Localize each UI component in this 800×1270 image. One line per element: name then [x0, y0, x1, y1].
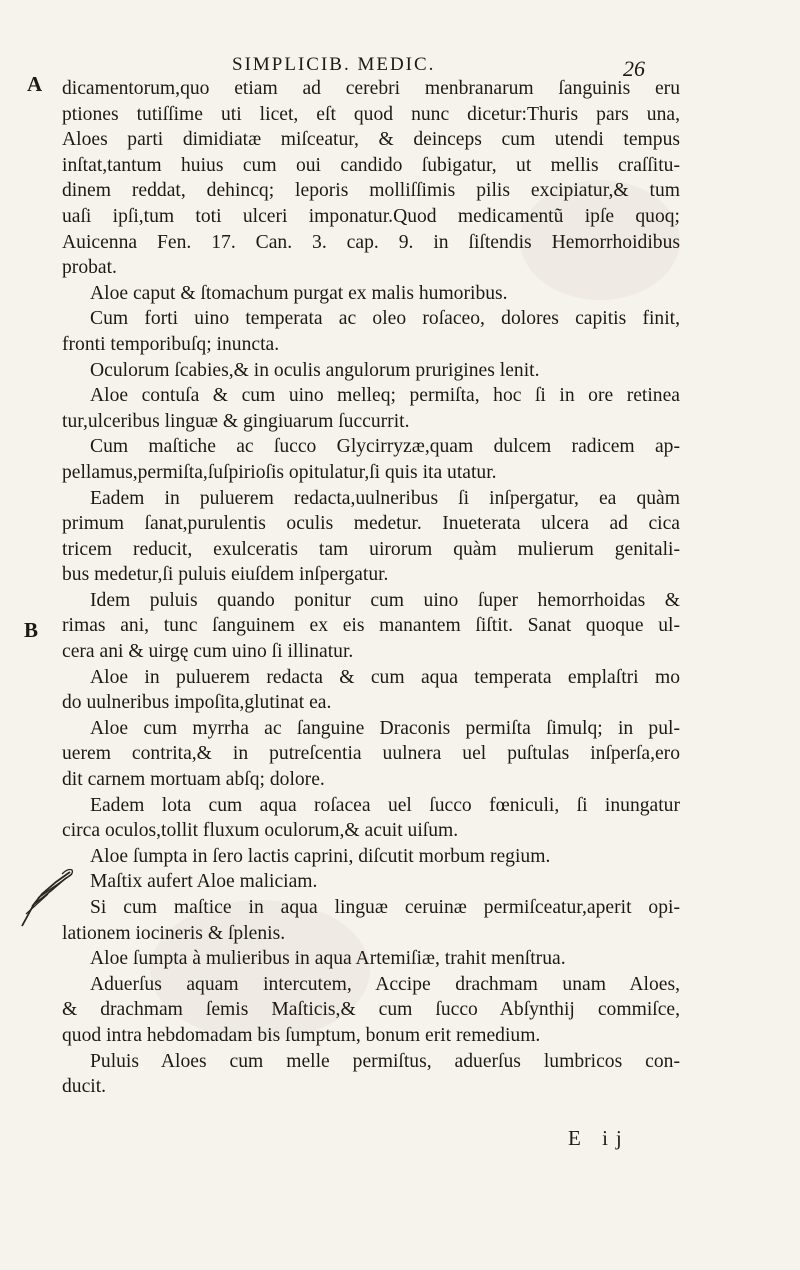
text-line: do uulneribus impoſita,glutinat ea. — [62, 692, 332, 714]
text-line: Eadem in puluerem redacta,uulneribus ſi inſpergatur, ea quàm — [90, 487, 680, 509]
paragraph — [62, 358, 680, 384]
paragraph — [62, 434, 680, 485]
body-text — [62, 76, 680, 1100]
text-line: uaſi ipſi,tum toti ulceri imponatur.Quod medicamentũ ipſe quoq; — [62, 205, 680, 227]
text-line: Oculorum ſcabies,& in oculis angulorum prurigines lenit. — [90, 359, 540, 381]
paragraph — [62, 793, 680, 844]
text-line: circa oculos,tollit fluxum oculorum,& acuit uiſum. — [62, 820, 459, 842]
text-line: dit carnem mortuam abſq; dolore. — [62, 769, 325, 791]
text-line: Cum maſtiche ac ſucco Glycirryzæ,quam dulcem radicem ap- — [90, 436, 680, 458]
text-line: quod intra hebdomadam bis ſumptum, bonum erit remedium. — [62, 1024, 541, 1046]
text-line: dinem reddat, dehincq; leporis molliſſimis pilis excipiatur,& tum — [62, 180, 680, 202]
paragraph — [62, 869, 680, 895]
paragraph — [62, 946, 680, 972]
text-line: probat. — [62, 257, 117, 279]
paragraph — [62, 716, 680, 793]
text-line: Cum forti uino temperata ac oleo roſaceo, dolores capitis finit, — [90, 308, 680, 330]
text-line: & drachmam ſemis Maſticis,& cum ſucco Abſynthij commiſce, — [62, 999, 680, 1021]
text-line: rimas ani, tunc ſanguinem ex eis manantem ſiſtit. Sanat quoque ul- — [62, 615, 680, 637]
text-line: Puluis Aloes cum melle permiſtus, aduerſus lumbricos con- — [90, 1050, 680, 1072]
text-line: Si cum maſtice in aqua linguæ ceruinæ permiſceatur,aperit opi- — [90, 897, 680, 918]
text-line: Aloe cum myrrha ac ſanguine Draconis permiſta ſimulq; in pul- — [90, 717, 680, 739]
text-line: ptiones tutiſſime uti licet, eſt quod nunc dicetur:Thuris pars una, — [62, 103, 680, 125]
margin-marker-b: B — [24, 618, 39, 642]
text-line: Eadem lota cum aqua roſacea uel ſucco fœniculi, ſi inungatur — [90, 794, 680, 816]
text-line: bus medetur,ſi puluis eiuſdem inſpergatur. — [62, 564, 389, 586]
text-line: lationem iocineris & ſplenis. — [62, 922, 286, 944]
text-line: cera ani & uirgę cum uino ſi illinatur. — [62, 641, 354, 663]
text-line: uerem contrita,& in putreſcentia uulnera uel puſtulas inſperſa,ero — [62, 743, 680, 765]
text-line: Aloe ſumpta à mulieribus in aqua Artemiſiæ, trahit menſtrua. — [90, 948, 566, 970]
paragraph — [62, 486, 680, 588]
paragraph — [62, 281, 680, 307]
text-line: Aloe caput & ſtomachum purgat ex malis humoribus. — [90, 282, 508, 304]
paragraph — [62, 383, 680, 434]
paragraph — [62, 76, 680, 281]
text-line: tur,ulceribus linguæ & gingiuarum ſuccurrit. — [62, 410, 410, 432]
text-line: Aduerſus aquam intercutem, Accipe drachmam unam Aloes, — [90, 973, 680, 995]
paragraph — [62, 665, 680, 716]
text-line: Aloe ſumpta in ſero lactis caprini, diſcutit morbum regium. — [90, 845, 551, 867]
paragraph — [62, 895, 680, 946]
text-line: Idem puluis quando ponitur cum uino ſuper hemorrhoidas & — [90, 589, 680, 611]
margin-marker-a: A — [27, 72, 43, 96]
text-line: Aloes parti dimidiatæ miſceatur, & deinceps cum utendi tempus — [62, 129, 680, 151]
text-line: Aloe contuſa & cum uino melleq; permiſta, hoc ſi in ore retinea — [90, 385, 680, 407]
text-line: dicamentorum,quo etiam ad cerebri menbranarum ſanguinis eru — [62, 78, 680, 99]
text-line: ducit. — [62, 1076, 107, 1098]
text-line: tricem reducit, exulceratis tam uirorum quàm mulierum genitali- — [62, 538, 680, 560]
text-line: Aloe in puluerem redacta & cum aqua temperata emplaſtri mo — [90, 666, 680, 688]
paragraph — [62, 844, 680, 870]
text-line: pellamus,permiſta,ſuſpirioſis opitulatur,ſi quis ita utatur. — [62, 461, 497, 483]
text-line: Maſtix aufert Aloe maliciam. — [90, 871, 318, 893]
paragraph — [62, 588, 680, 665]
text-line: Auicenna Fen. 17. Can. 3. cap. 9. in ſiſtendis Hemorrhoidibus — [62, 231, 680, 253]
text-line: fronti temporibuſq; inuncta. — [62, 333, 280, 355]
signature-mark: E ij — [568, 1126, 630, 1150]
paragraph — [62, 1049, 680, 1100]
text-line: inſtat,tantum huius cum oui candido ſubigatur, ut mellis craſſitu- — [62, 154, 680, 176]
folio-number: 26 — [623, 56, 645, 81]
paragraph — [62, 972, 680, 1049]
running-title: SIMPLICIB. MEDIC. — [232, 54, 436, 75]
text-line: primum ſanat,purulentis oculis medetur. Inueterata ulcera ad cica — [62, 513, 680, 535]
paragraph — [62, 306, 680, 357]
